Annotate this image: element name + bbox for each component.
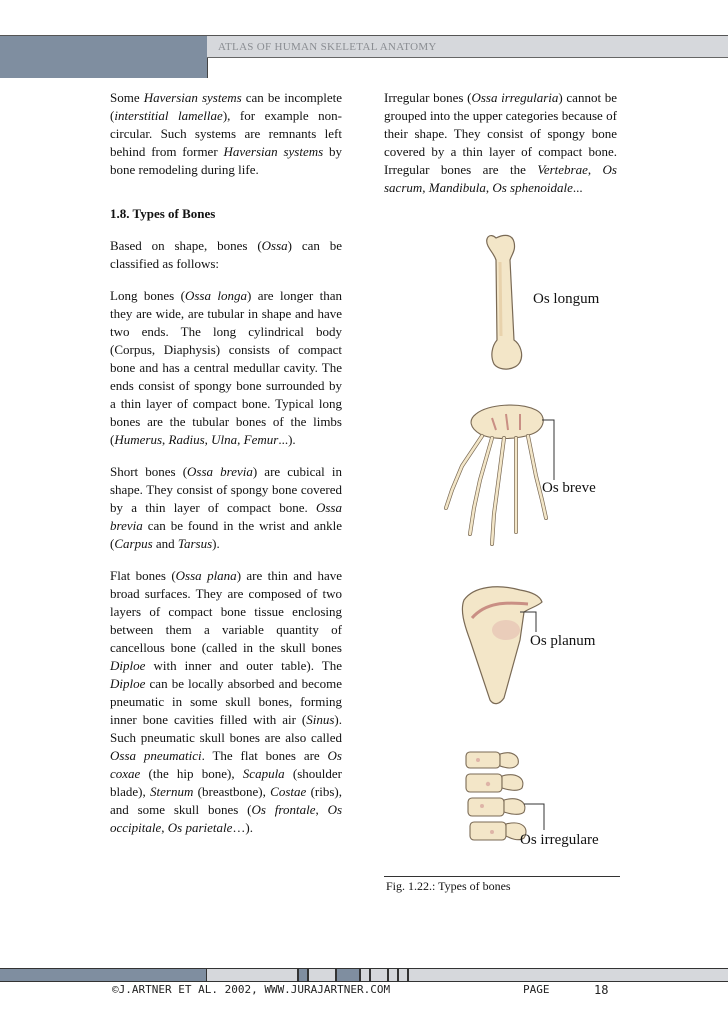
irregular-bones-paragraph: Irregular bones (Ossa irregularia) cannot be grouped into the upper categories because of their shape. They consist of spongy bone covered by a thin layer of compact bone. Irregular bones are the Vertebrae, Os sacrum, Mandibula, Os sphenoidale...	[384, 90, 617, 195]
label-os-breve: Os breve	[542, 480, 596, 496]
label-os-irregulare: Os irregulare	[520, 832, 599, 848]
footer-bar-segment	[370, 968, 388, 982]
long-bones-paragraph: Long bones (Ossa longa) are longer than they are wide, are tubular in shape and have two ends. The long cylindrical body (Corpus, Diaphysis) consists of compact bone and has a central medullar cavity. The ends consist of spongy bone surrounded by a thin layer of compact bone. Typical long bones are the tubular bones of the limbs (Humerus, Radius, Ulna, Femur...).	[110, 288, 342, 447]
label-os-planum: Os planum	[530, 633, 596, 649]
footer-bar-segment	[360, 968, 370, 982]
footer-bar-segment	[398, 968, 408, 982]
figure-caption: Fig. 1.22.: Types of bones	[386, 879, 511, 893]
intro-paragraph: Some Haversian systems can be incomplete (interstitial lamellae), for example non- circular. Such systems are remnants left behind from former Haversian systems by bone remodeling during life.	[110, 90, 342, 177]
short-bones-paragraph: Short bones (Ossa brevia) are cubical in shape. They consist of spongy bone covered by a thin layer of compact bone. Ossa brevia can be found in the wrist and ankle (Carpus and Tarsus).	[110, 464, 342, 551]
left-column	[110, 89, 342, 837]
footer-page-label: PAGE	[523, 983, 550, 996]
flat-bones-paragraph: Flat bones (Ossa plana) are thin and have broad surfaces. They are composed of two layers of compact bone tissue enclosing between them a variable quantity of cancellous bone (called in the skull bones Diploe with inner and outer table). The Diploe can be locally absorbed and become pneumatic in some skull bones, forming inner bone cavities filled with air (Sinus). Such pneumatic skull bones are also called Ossa pneumatici. The flat bones are Os coxae (the hip bone), Scapula (shoulder blade), Sternum (breastbone), Costae (ribs), and some skull bones (Os frontale, Os occipitale, Os parietale…).	[110, 568, 343, 835]
header-title: ATLAS OF HUMAN SKELETAL ANATOMY	[218, 41, 437, 53]
classification-paragraph: Based on shape, bones (Ossa) can be classified as follows:	[110, 238, 342, 271]
header-block-left	[0, 36, 208, 78]
footer-bar-segment	[408, 968, 728, 982]
footer-bar-segment	[308, 968, 336, 982]
caption-rule	[384, 876, 620, 877]
femur-illustration	[480, 232, 530, 372]
label-os-longum: Os longum	[533, 291, 600, 307]
footer-bar-segment	[298, 968, 308, 982]
footer-bar-segment	[336, 968, 360, 982]
footer-copyright: ©J.ARTNER ET AL. 2002, WWW.JURAJARTNER.COM	[112, 983, 391, 996]
right-column	[384, 89, 617, 197]
footer-bar-segment	[388, 968, 398, 982]
footer-bar-segment	[206, 968, 298, 982]
footer-page-number: 18	[594, 983, 609, 997]
section-heading: 1.8. Types of Bones	[110, 206, 216, 221]
header-rule	[207, 57, 728, 58]
